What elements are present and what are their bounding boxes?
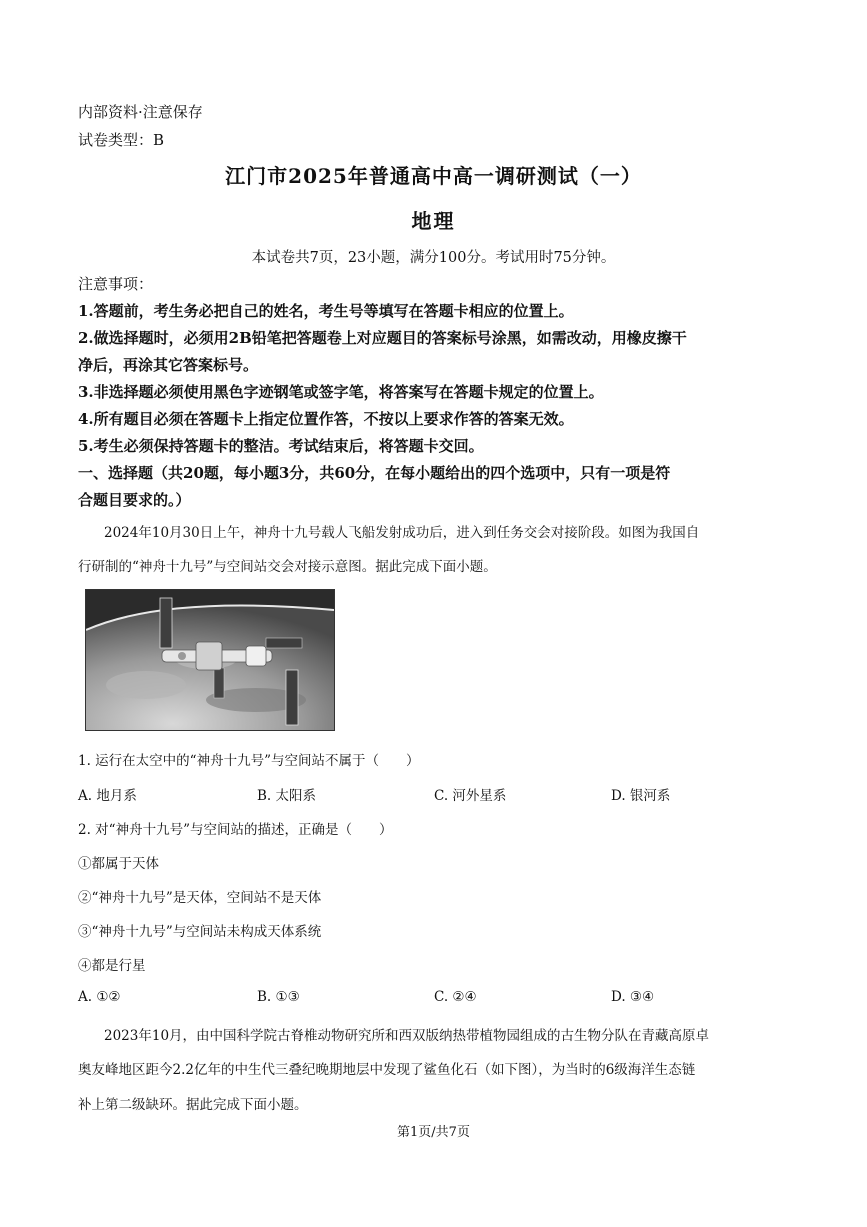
notice-item: 1.答题前，考生务必把自己的姓名，考生号等填写在答题卡相应的位置上。: [78, 302, 574, 320]
section-heading: 一、选择题（共20题，每小题3分，共60分，在每小题给出的四个选项中，只有一项是符: [78, 464, 671, 482]
notice-item: 3.非选择题必须使用黑色字迹钢笔或签字笔，将答案写在答题卡规定的位置上。: [78, 383, 604, 401]
notice-item: 4.所有题目必须在答题卡上指定位置作答，不按以上要求作答的答案无效。: [78, 410, 574, 428]
q2-statement: ①都属于天体: [78, 856, 159, 872]
confidential-label: 内部资料·注意保存: [78, 103, 203, 121]
page-footer: 第1页/共7页: [397, 1125, 470, 1140]
q2-option-b: B. ①③: [257, 989, 300, 1005]
q2-statement: ②“神舟十九号”是天体，空间站不是天体: [78, 890, 322, 906]
q2-statement: ④都是行星: [78, 958, 146, 974]
q2-option-d: D. ③④: [611, 989, 655, 1005]
spacecraft-docking-photo: [85, 589, 335, 731]
q1-option-c: C. 河外星系: [434, 788, 507, 804]
passage-1-line: 2024年10月30日上午，神舟十九号载人飞船发射成功后，进入到任务交会对接阶段。如图为我国自: [104, 525, 700, 541]
passage-2-line: 奥友峰地区距今2.2亿年的中生代三叠纪晚期地层中发现了鲨鱼化石（如下图），为当时的6级海洋生态链: [78, 1062, 696, 1078]
paper-type-label: 试卷类型：B: [78, 131, 165, 149]
notice-item: 2.做选择题时，必须用2B铅笔把答题卷上对应题目的答案标号涂黑，如需改动，用橡皮擦干: [78, 329, 687, 347]
notice-item: 净后，再涂其它答案标号。: [78, 356, 259, 374]
section-heading-cont: 合题目要求的。）: [78, 491, 191, 509]
question-1-stem: 1. 运行在太空中的“神舟十九号”与空间站不属于（ ）: [78, 753, 420, 769]
q2-option-c: C. ②④: [434, 989, 477, 1005]
notice-heading: 注意事项：: [78, 275, 154, 293]
notice-item: 5.考生必须保持答题卡的整洁。考试结束后，将答题卡交回。: [78, 437, 484, 455]
passage-1-line: 行研制的“神舟十九号”与空间站交会对接示意图。据此完成下面小题。: [78, 559, 497, 575]
exam-title: 江门市2025年普通高中高一调研测试（一）: [225, 164, 642, 188]
q1-option-b: B. 太阳系: [257, 788, 317, 804]
q1-option-a: A. 地月系: [78, 788, 137, 804]
q1-option-d: D. 银河系: [611, 788, 671, 804]
passage-2-line: 2023年10月，由中国科学院古脊椎动物研究所和西双版纳热带植物园组成的古生物分队在青藏高原卓: [104, 1028, 710, 1044]
subject-title: 地理: [411, 209, 456, 233]
q2-option-a: A. ①②: [78, 989, 121, 1005]
passage-2-line: 补上第二级缺环。据此完成下面小题。: [78, 1097, 308, 1113]
q2-statement: ③“神舟十九号”与空间站未构成天体系统: [78, 924, 322, 940]
question-2-stem: 2. 对“神舟十九号”与空间站的描述，正确是（ ）: [78, 822, 393, 838]
exam-intro: 本试卷共7页，23小题，满分100分。考试用时75分钟。: [251, 250, 616, 266]
